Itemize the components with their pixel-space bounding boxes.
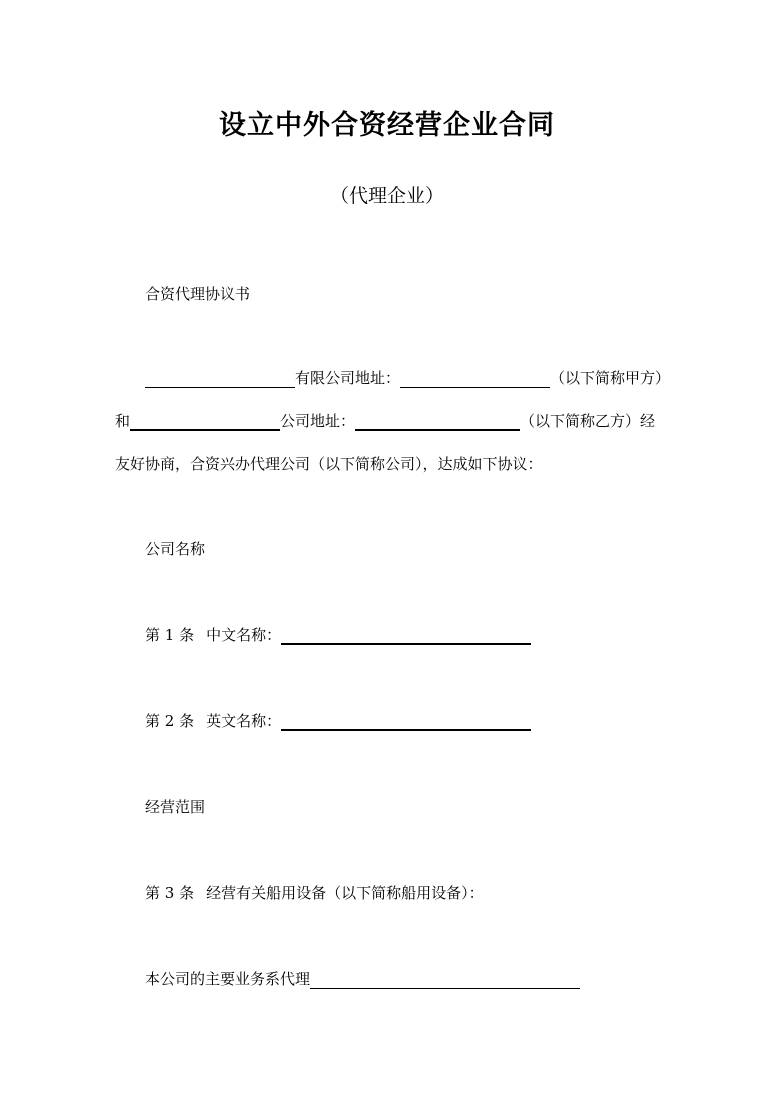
agreement-heading: 合资代理协议书: [145, 285, 251, 303]
document-subtitle: （代理企业）: [329, 185, 444, 207]
party-a-address-blank[interactable]: [400, 371, 550, 388]
party-a-alias: （以下简称甲方）: [550, 369, 671, 387]
article-2-line: [145, 710, 531, 731]
intro-line: 友好协商，合资兴办代理公司（以下简称公司），达成如下协议：: [115, 455, 543, 473]
article-1-number: 第 1 条: [145, 626, 195, 644]
main-business-line: [145, 968, 580, 989]
article-1-label: 中文名称：: [206, 626, 282, 644]
party-b-address-label: 公司地址：: [280, 412, 356, 430]
party-a-line: [145, 367, 670, 388]
party-a-address-label: 有限公司地址：: [295, 369, 401, 387]
article-3-number: 第 3 条: [145, 884, 195, 902]
article-3-line: [145, 882, 484, 903]
article-1-line: [145, 624, 531, 645]
main-business-label: 本公司的主要业务系代理: [145, 970, 311, 988]
document-title: 设立中外合资经营企业合同: [219, 110, 555, 141]
party-a-name-blank[interactable]: [145, 371, 295, 388]
business-scope-section-heading: 经营范围: [145, 798, 206, 816]
english-name-blank[interactable]: [281, 713, 531, 731]
chinese-name-blank[interactable]: [281, 627, 531, 645]
party-b-line: [115, 410, 655, 431]
article-2-label: 英文名称：: [206, 712, 282, 730]
party-b-address-blank[interactable]: [355, 413, 520, 431]
article-3-label: 经营有关船用设备（以下简称船用设备）：: [206, 884, 484, 902]
article-2-number: 第 2 条: [145, 712, 195, 730]
party-b-prefix: 和: [115, 412, 131, 430]
party-b-alias: （以下简称乙方）经: [520, 412, 656, 430]
main-business-blank[interactable]: [310, 972, 580, 989]
company-name-section-heading: 公司名称: [145, 540, 206, 558]
party-b-name-blank[interactable]: [130, 413, 280, 431]
